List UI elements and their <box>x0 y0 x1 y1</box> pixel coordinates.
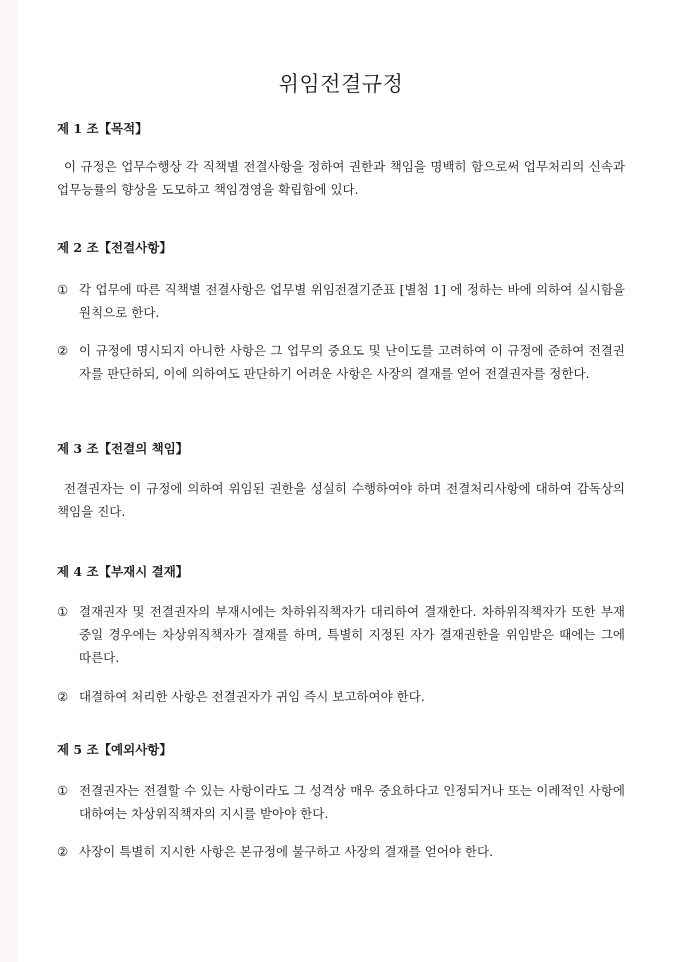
article-heading: 제 1 조【목적】 <box>57 121 148 136</box>
article-2 <box>57 239 625 385</box>
item-text: 대결하여 처리한 사항은 전결권자가 귀임 즉시 보고하여야 한다. <box>79 689 425 704</box>
item-marker: ② <box>57 343 69 358</box>
article-heading: 제 3 조【전결의 책임】 <box>57 441 189 456</box>
item-marker: ① <box>57 604 69 619</box>
article-heading: 제 2 조【전결사항】 <box>57 240 172 255</box>
item-marker: ① <box>57 783 69 798</box>
item-text: 각 업무에 따른 직책별 전결사항은 업무별 위임전결기준표 [별첨 1] 에 정하는 바에 의하여 실시함을 원칙으로 한다. <box>79 282 625 320</box>
item-marker: ② <box>57 844 69 859</box>
list-item <box>57 600 625 669</box>
list-item <box>57 840 625 863</box>
item-text: 이 규정에 명시되지 아니한 사항은 그 업무의 중요도 및 난이도를 고려하여 이 규정에 준하여 전결권자를 판단하되, 이에 의하여도 판단하기 어려운 사항은 사장의 결재를 얻어 전결권자를 정한다. <box>79 343 625 381</box>
article-1 <box>57 120 625 201</box>
article-body: 이 규정은 업무수행상 각 직책별 전결사항을 정하여 권한과 책임을 명백히 함으로써 업무처리의 신속과 업무능률의 향상을 도모하고 책임경영을 확립함에 있다. <box>57 159 625 197</box>
article-heading: 제 5 조【예외사항】 <box>57 742 172 757</box>
article-5 <box>57 741 625 863</box>
list-item <box>57 779 625 825</box>
list-item <box>57 339 625 385</box>
left-margin-strip <box>0 0 18 962</box>
item-marker: ① <box>57 282 69 297</box>
item-text: 전결권자는 전결할 수 있는 사항이라도 그 성격상 매우 중요하다고 인정되거나 또는 이례적인 사항에 대하여는 차상위직책자의 지시를 받아야 한다. <box>79 783 625 821</box>
list-item <box>57 685 625 708</box>
article-body: 전결권자는 이 규정에 의하여 위임된 권한을 성실히 수행하여야 하며 전결처리사항에 대하여 감독상의 책임을 진다. <box>57 481 625 519</box>
item-marker: ② <box>57 689 69 704</box>
article-3 <box>57 440 625 523</box>
item-text: 결재권자 및 전결권자의 부재시에는 차하위직책자가 대리하여 결재한다. 차하위직책자가 또한 부재중일 경우에는 차상위직책자가 결재를 하며, 특별히 지정된 자가 결재권한을 위임받은 때에는 그에 따른다. <box>79 604 625 665</box>
article-heading: 제 4 조【부재시 결재】 <box>57 564 189 579</box>
article-4 <box>57 563 625 708</box>
document-title: 위임전결규정 <box>278 72 404 96</box>
item-text: 사장이 특별히 지시한 사항은 본규정에 불구하고 사장의 결재를 얻어야 한다. <box>79 844 494 859</box>
list-item <box>57 278 625 324</box>
